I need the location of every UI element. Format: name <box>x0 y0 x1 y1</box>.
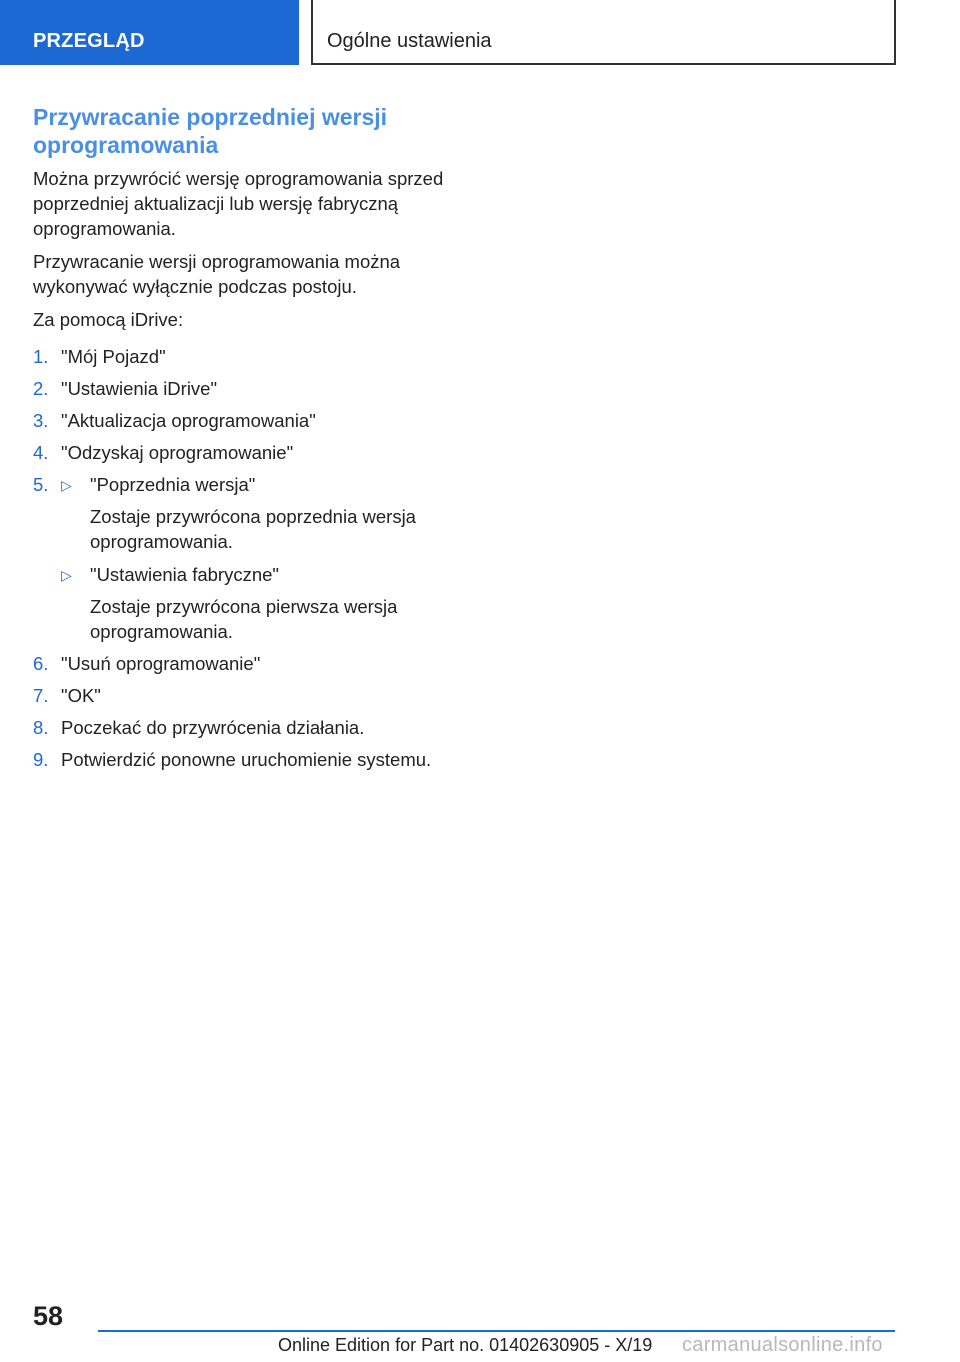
intro-paragraph: Za pomocą iDrive: <box>33 309 184 330</box>
step-number: 6. <box>33 653 49 674</box>
step-text: "Poprzednia wersja" <box>90 474 256 495</box>
list-item <box>33 747 463 772</box>
option-description: Zostaje przywrócona poprzednia wersja oprogramowania. <box>90 506 416 552</box>
sub-option-label: "Ustawienia fabryczne" <box>90 564 279 585</box>
intro-paragraph: Przywracanie wersji oprogramowania można wykonywać wyłącznie podczas postoju. <box>33 251 401 297</box>
section-tab <box>0 0 299 65</box>
step-text: "Aktualizacja oprogramowania" <box>61 410 316 431</box>
triangle-right-icon: ▷ <box>61 477 72 493</box>
intro-paragraph: Można przywrócić wersję oprogramowania sprzed poprzedniej aktualizacji lub wersję fabryczną oprogramowania. <box>33 168 444 239</box>
list-item <box>33 440 463 465</box>
step-number: 9. <box>33 749 49 770</box>
chapter-header <box>311 0 896 65</box>
step-number: 1. <box>33 346 49 367</box>
watermark: carmanualsonline.info <box>682 1334 883 1356</box>
list-item <box>33 376 463 401</box>
sub-option <box>61 562 461 588</box>
step-text: "Usuń oprogramowanie" <box>61 653 261 674</box>
list-item <box>33 408 463 433</box>
chapter-title: Ogólne ustawienia <box>327 30 492 52</box>
step-number: 4. <box>33 442 49 463</box>
step-number: 7. <box>33 685 49 706</box>
step-number: 2. <box>33 378 49 399</box>
section-title: PRZEGLĄD <box>33 30 145 52</box>
step-text: "Mój Pojazd" <box>61 346 166 367</box>
list-item <box>33 715 463 740</box>
triangle-right-icon: ▷ <box>61 567 72 583</box>
section-heading: Przywracanie poprzedniej wersji oprogramowania <box>33 104 388 158</box>
step-number: 8. <box>33 717 49 738</box>
step-text: "Odzyskaj oprogramowanie" <box>61 442 294 463</box>
step-number: 5. <box>33 474 49 495</box>
list-item <box>33 472 463 498</box>
option-description: Zostaje przywrócona pierwsza wersja oprogramowania. <box>90 596 398 642</box>
step-text: Potwierdzić ponowne uruchomienie systemu. <box>61 749 432 770</box>
step-text: "OK" <box>61 685 101 706</box>
step-text: "Ustawienia iDrive" <box>61 378 218 399</box>
list-item <box>33 683 463 708</box>
list-item <box>33 344 463 369</box>
page-number: 58 <box>33 1301 64 1331</box>
footer-edition: Online Edition for Part no. 01402630905 - X/19 <box>278 1335 653 1355</box>
list-item <box>33 651 463 676</box>
step-text: Poczekać do przywrócenia działania. <box>61 717 365 738</box>
step-number: 3. <box>33 410 49 431</box>
